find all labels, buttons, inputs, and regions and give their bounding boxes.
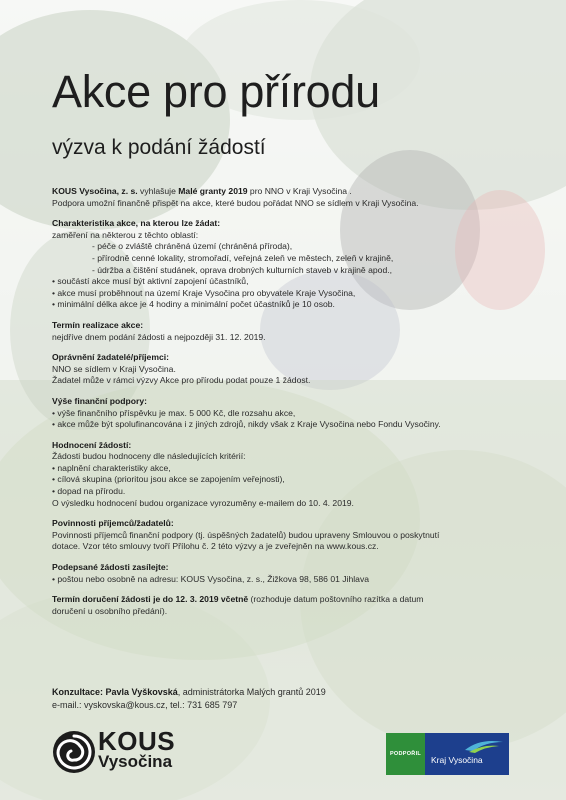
page-subtitle: výzva k podání žádostí: [52, 136, 266, 159]
region-name: Kraj Vysočina: [431, 755, 483, 765]
bullet-item: • akce musí proběhnout na území Kraje Vysočina pro obyvatele Kraje Vysočina,: [52, 287, 356, 298]
deadline-line-2: doručení u osobního předání).: [52, 605, 168, 616]
submission-heading: Podepsané žádosti zasílejte:: [52, 562, 169, 573]
amount-line: • akce může být spolufinancována i z jiných zdrojů, nikdy však z Kraje Vysočina nebo Fondu Vysočiny.: [52, 419, 441, 430]
eligibility-line: Žadatel může v rámci výzvy Akce pro přírodu podat pouze 1 žádost.: [52, 375, 311, 386]
bullet-item: • součástí akce musí být aktivní zapojení účastníků,: [52, 276, 249, 287]
intro-section: [52, 186, 522, 209]
deadline-section: [52, 594, 522, 617]
region-support-badge: [386, 733, 509, 775]
intro-line: KOUS Vysočina, z. s. vyhlašuje Malé granty 2019 pro NNO v Kraji Vysočina .: [52, 186, 352, 196]
spiral-logo-icon: [52, 730, 96, 774]
area-item: - péče o zvláště chráněná území (chráněná příroda),: [92, 241, 293, 252]
eligibility-section: [52, 352, 522, 387]
deadline-line: Termín doručení žádosti je do 12. 3. 2019 včetně (rozhoduje datum poštovního razítka a datum: [52, 594, 424, 605]
support-label: PODPOŘIL: [389, 751, 422, 757]
term-section: [52, 320, 522, 343]
area-item: - údržba a čištění studánek, oprava drobných kulturních staveb v krajině apod.,: [92, 264, 392, 275]
eligibility-line: NNO se sídlem v Kraji Vysočina.: [52, 363, 176, 374]
deadline-bold: Termín doručení žádosti je do 12. 3. 2019 včetně: [52, 594, 249, 605]
evaluation-line: Žádosti budou hodnoceny dle následujících kritérií:: [52, 451, 246, 462]
obligations-line: dotace. Vzor této smlouvy tvoří Přílohu č. 2 této výzvy a je zveřejněn na www.kous.cz.: [52, 541, 379, 552]
intro-line-2: Podpora umožní finančně přispět na akce, které budou pořádat NNO se sídlem v Kraji Vysočina.: [52, 197, 419, 208]
contact-details: e-mail.: vyskovska@kous.cz, tel.: 731 685 797: [52, 699, 238, 710]
page-title: Akce pro přírodu: [52, 66, 380, 117]
obligations-line: Povinnosti příjemců finanční podpory (tj. úspěšných žadatelů) budou upraveny Smlouvou o poskytnutí: [52, 529, 440, 540]
evaluation-line: • cílová skupina (prioritou jsou akce se zapojením veřejnosti),: [52, 474, 285, 485]
contact-block: [52, 686, 326, 711]
grant-name: Malé granty 2019: [178, 186, 248, 196]
characteristics-section: [52, 218, 522, 311]
contact-line: Konzultace: Pavla Vyškovská, administrátorka Malých grantů 2019: [52, 687, 326, 697]
submission-text: • poštou nebo osobně na adresu: KOUS Vysočina, z. s., Žižkova 98, 586 01 Jihlava: [52, 573, 370, 584]
kraj-vysocina-logo-icon: [425, 736, 509, 756]
call-body: [52, 186, 522, 617]
obligations-section: [52, 518, 522, 553]
characteristics-lead: zaměření na některou z těchto oblastí:: [52, 229, 199, 240]
region-logo-box: [425, 733, 509, 775]
obligations-heading: Povinnosti příjemců/žadatelů:: [52, 518, 174, 529]
evaluation-heading: Hodnocení žádostí:: [52, 439, 132, 450]
support-label-box: [386, 733, 425, 775]
term-heading: Termín realizace akce:: [52, 319, 144, 330]
evaluation-line: • naplnění charakteristiky akce,: [52, 462, 171, 473]
eligibility-heading: Oprávnění žadatelé/příjemci:: [52, 352, 170, 363]
term-text: nejdříve dnem podání žádosti a nejpozději 31. 12. 2019.: [52, 331, 266, 342]
evaluation-line: • dopad na přírodu.: [52, 486, 126, 497]
contact-person: Konzultace: Pavla Vyškovská: [52, 687, 178, 697]
amount-heading: Výše finanční podpory:: [52, 395, 148, 406]
characteristics-heading: Charakteristika akce, na kterou lze žádat:: [52, 218, 221, 229]
kous-subname: Vysočina: [98, 752, 173, 771]
submission-section: [52, 562, 522, 585]
amount-section: [52, 396, 522, 431]
kous-wordmark: [98, 726, 176, 771]
kous-name: KOUS: [98, 726, 176, 756]
evaluation-section: [52, 440, 522, 510]
evaluation-line: O výsledku hodnocení budou organizace vyrozuměny e-mailem do 10. 4. 2019.: [52, 497, 354, 508]
area-item: - přírodně cenné lokality, stromořadí, veřejná zeleň ve městech, zeleň v krajině,: [92, 252, 394, 263]
bullet-item: • minimální délka akce je 4 hodiny a minimální počet účastníků je 10 osob.: [52, 299, 335, 310]
kous-logo: [52, 728, 192, 776]
org-name: KOUS Vysočina, z. s.: [52, 186, 138, 196]
amount-line: • výše finančního příspěvku je max. 5 000 Kč, dle rozsahu akce,: [52, 407, 296, 418]
